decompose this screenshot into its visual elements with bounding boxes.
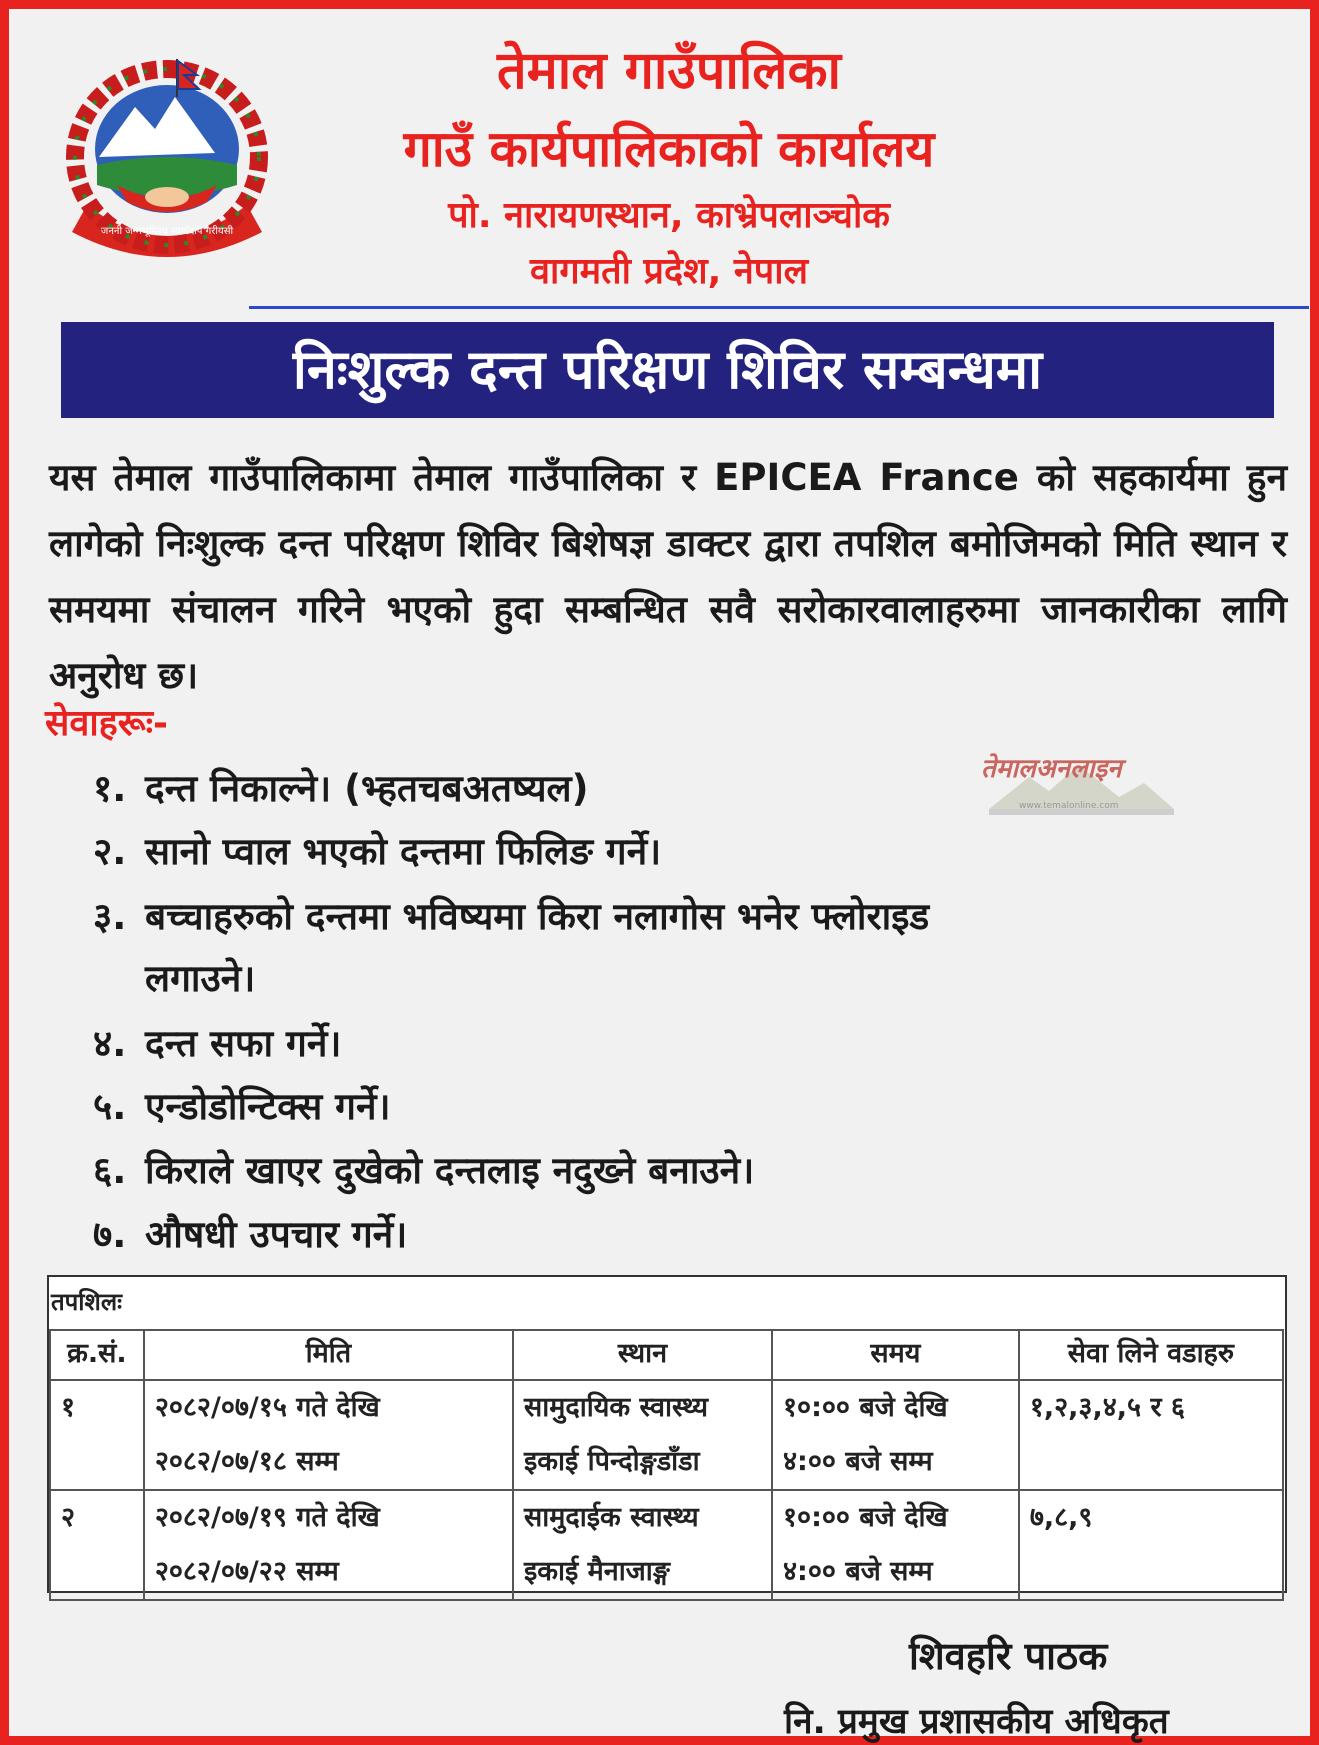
watermark-url: www.temalonline.com <box>1019 801 1119 811</box>
cell-wards: ७,८,९ <box>1019 1490 1283 1600</box>
col-header-time: समय <box>772 1330 1019 1380</box>
notice-title-banner: निःशुल्क दन्त परिक्षण शिविर सम्बन्धमा <box>61 322 1274 418</box>
col-header-place: स्थान <box>513 1330 772 1380</box>
col-header-sn: क्र.सं. <box>50 1330 144 1380</box>
municipality-name: तेमाल गाउँपालिका <box>497 41 841 101</box>
service-item <box>93 761 589 812</box>
service-item <box>93 889 1287 940</box>
date-from: २०८२/०७/१५ गते देखि <box>154 1392 380 1423</box>
time-from: १०:०० बजे देखि <box>783 1392 948 1423</box>
cell-place <box>513 1380 772 1490</box>
service-number: ६. <box>93 1149 127 1192</box>
service-number: २. <box>93 830 127 873</box>
service-item-continuation <box>93 951 255 1002</box>
time-from: १०:०० बजे देखि <box>783 1502 948 1533</box>
cell-time <box>772 1380 1019 1490</box>
service-text: औषधी उपचार गर्ने। <box>145 1213 408 1256</box>
cell-date <box>144 1380 513 1490</box>
time-to: ४:०० बजे सम्म <box>783 1446 933 1477</box>
office-province: वागमती प्रदेश, नेपाल <box>530 251 808 292</box>
service-number: १. <box>93 767 127 810</box>
service-text: लगाउने। <box>145 957 256 1000</box>
service-item <box>93 824 661 875</box>
place-line: सामुदायिक स्वास्थ्य <box>523 1392 709 1423</box>
signatory-name: शिवहरि पाठक <box>909 1634 1108 1678</box>
date-from: २०८२/०७/१९ गते देखि <box>154 1502 380 1533</box>
emblem-motto: जननी जन्मभूमिश्च स्वर्गादपि गरीयसी <box>100 226 234 237</box>
col-header-date: मिति <box>144 1330 513 1380</box>
service-number: ५. <box>93 1085 127 1128</box>
services-heading: सेवाहरूः- <box>45 703 168 744</box>
office-address: पो. नारायणस्थान, काभ्रेपलाञ्चोक <box>448 195 890 236</box>
service-number: ३. <box>93 895 127 938</box>
place-line: इकाई पिन्दोङ्गडाँडा <box>523 1446 700 1477</box>
office-name: गाउँ कार्यपालिकाको कार्यालय <box>403 120 935 178</box>
service-text: एन्डोडोन्टिक्स गर्ने। <box>145 1085 391 1128</box>
service-text: बच्चाहरुको दन्तमा भविष्यमा किरा नलागोस भनेर फ्लोराइड <box>145 895 930 938</box>
service-text: किराले खाएर दुखेको दन्तलाइ नदुख्ने बनाउने। <box>145 1149 755 1192</box>
table-row <box>50 1490 1283 1600</box>
cell-time <box>772 1490 1019 1600</box>
date-to: २०८२/०७/१८ सम्म <box>154 1446 339 1477</box>
cell-sn: १ <box>50 1380 144 1490</box>
table-row <box>50 1380 1283 1490</box>
schedule-table <box>49 1329 1284 1601</box>
service-item <box>93 1207 407 1258</box>
watermark-title: तेमालअनलाइन <box>981 754 1122 784</box>
service-text: दन्त निकाल्ने। (भ्हतचबअतष्यल) <box>145 767 589 810</box>
col-header-wards: सेवा लिने वडाहरु <box>1019 1330 1283 1380</box>
table-header-row <box>50 1330 1283 1380</box>
service-text: दन्त सफा गर्ने। <box>145 1022 342 1065</box>
service-item <box>93 1016 341 1067</box>
schedule-caption: तपशिलः <box>51 1288 122 1316</box>
service-number: ७. <box>93 1213 127 1256</box>
place-line: सामुदाईक स्वास्थ्य <box>523 1502 699 1533</box>
signatory-title: नि. प्रमुख प्रशासकीय अधिकृत <box>784 1702 1169 1742</box>
cell-sn: २ <box>50 1490 144 1600</box>
place-line: इकाई मैनाजाङ्ग <box>523 1556 670 1587</box>
service-text: सानो प्वाल भएको दन्तमा फिलिङ गर्ने। <box>145 830 662 873</box>
date-to: २०८२/०७/२२ सम्म <box>154 1556 339 1587</box>
cell-wards: १,२,३,४,५ र ६ <box>1019 1380 1283 1490</box>
cell-place <box>513 1490 772 1600</box>
service-number: ४. <box>93 1022 127 1065</box>
service-item <box>93 1079 391 1130</box>
service-item <box>93 1143 754 1194</box>
time-to: ४:०० बजे सम्म <box>783 1556 933 1587</box>
cell-date <box>144 1490 513 1600</box>
header-divider <box>249 306 1309 309</box>
notice-paragraph: यस तेमाल गाउँपालिकामा तेमाल गाउँपालिका र EPICEA France को सहकार्यमा हुन लागेको निःशुल्क दन्त परिक्षण शिविर बिशेषज्ञ डाक्टर द्वारा तपशिल बमोजिमको मिति स्थान र समयमा संचालन गरिने भएको हुदा सम्बन्धित सवै सरोकारवालाहरुमा जानकारीका लागि अनुरोध छ। <box>49 456 1287 697</box>
